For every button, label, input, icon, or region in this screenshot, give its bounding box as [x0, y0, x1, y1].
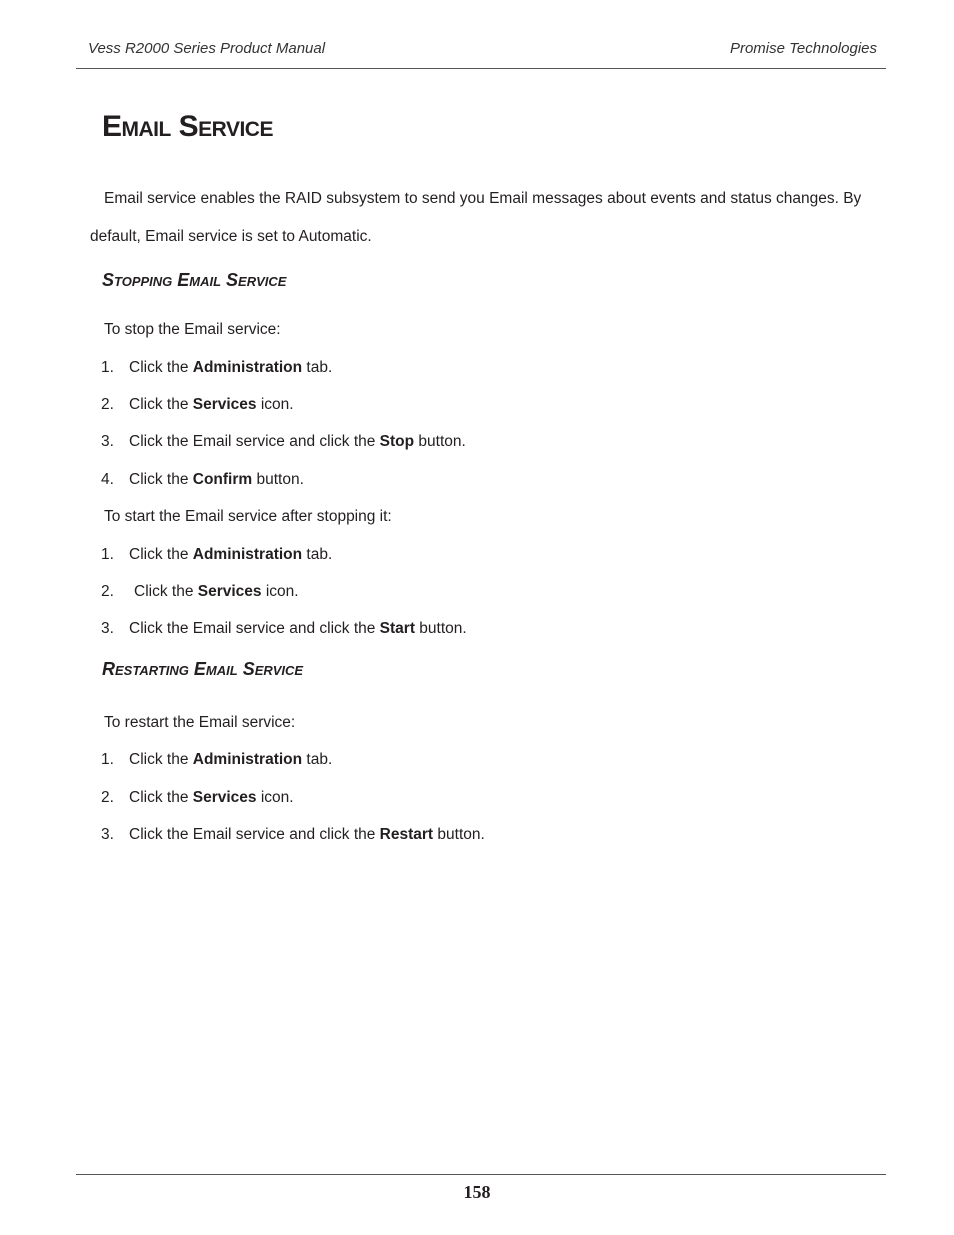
starting-lead: To start the Email service after stopping it:: [104, 508, 392, 525]
section-heading-restarting: Restarting Email Service: [102, 659, 304, 679]
restarting-lead: To restart the Email service:: [104, 714, 296, 731]
page-header-left: Vess R2000 Series Product Manual: [88, 40, 326, 57]
page-number: 158: [463, 1182, 491, 1202]
stopping-lead: To stop the Email service:: [104, 321, 281, 338]
page-header-right: Promise Technologies: [729, 40, 877, 57]
footer-divider: [76, 1174, 886, 1175]
page-title: Email Service: [102, 110, 273, 143]
intro-paragraph-line-1: Email service enables the RAID subsystem to send you Email messages about events and status changes. By: [104, 190, 862, 207]
intro-paragraph-line-2: default, Email service is set to Automatic.: [90, 228, 372, 245]
section-heading-stopping: Stopping Email Service: [102, 270, 287, 290]
header-divider: [76, 68, 886, 69]
